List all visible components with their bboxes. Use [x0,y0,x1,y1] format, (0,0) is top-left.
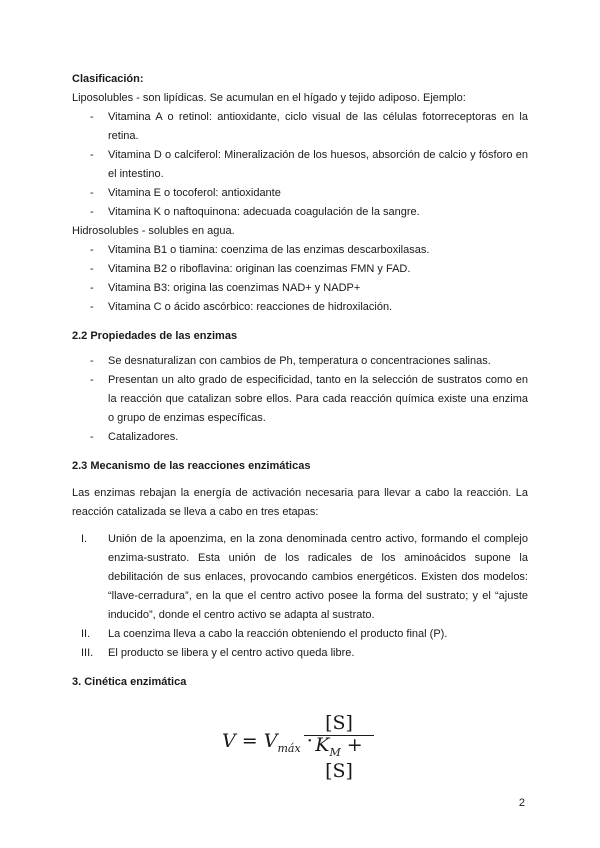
list-item: - Vitamina B3: origina las coenzimas NAD+ y NADP+ [108,279,528,298]
step-number: III. [81,647,94,659]
list-item: - Presentan un alto grado de especificidad, tanto en la selección de sustratos como en la reacción que catalizan sobre ellos. Para cada reacción química existe una enzima o grupo de enzimas específicas. [108,371,528,428]
formula-numerator: [S] [304,714,374,736]
list-item: - Catalizadores. [108,428,528,447]
list-item: - Vitamina D o calciferol: Mineralización de los huesos, absorción de calcio y fósforo en el intestino. [108,146,528,184]
formula-dot: · [306,730,313,752]
list-item: - Se desnaturalizan con cambios de Ph, temperatura o concentraciones salinas. [108,352,528,371]
page-number: 2 [518,797,525,809]
step-text: La coenzima lleva a cabo la reacción obteniendo el producto final (P). [108,628,448,640]
document-page [72,70,528,782]
formula-fraction [304,714,374,781]
list-item [81,530,528,625]
formula-km-sub: M [329,745,341,759]
formula-plus: + [346,734,363,756]
mecanismo-heading: 2.3 Mecanismo de las reacciones enzimáticas [72,460,311,472]
formula-equals: = [241,730,258,752]
mecanismo-steps [72,530,528,663]
list-item: - Vitamina B2 o riboflavina: originan las coenzimas FMN y FAD. [108,260,528,279]
list-item: - Vitamina A o retinol: antioxidante, ciclo visual de las células fotorreceptoras en la retina. [108,108,528,146]
mecanismo-paragraph: Las enzimas rebajan la energía de activación necesaria para llevar a cabo la reacción. La reacción catalizada se lleva a cabo en tres etapas: [72,487,528,518]
formula-vmax: V [263,730,278,752]
list-item [81,625,528,644]
list-item: - Vitamina B1 o tiamina: coenzima de las enzimas descarboxilasas. [108,241,528,260]
step-number: II. [81,628,91,640]
formula-denominator [304,736,374,781]
formula-vmax-sub: máx [277,741,301,755]
liposolubles-intro: Liposolubles - son lipídicas. Se acumulan en el hígado y tejido adiposo. Ejemplo: [72,92,466,104]
propiedades-heading: 2.2 Propiedades de las enzimas [72,330,238,342]
list-item [81,644,528,663]
liposolubles-list [72,108,528,222]
michaelis-menten-formula [72,712,528,782]
step-text: El producto se libera y el centro activo queda libre. [108,647,355,659]
clasificacion-heading: Clasificación: [72,73,144,85]
formula-v: V [222,730,236,752]
formula-s: [S] [325,759,353,782]
cinetica-heading: 3. Cinética enzimática [72,676,187,688]
list-item: - Vitamina E o tocoferol: antioxidante [108,184,528,203]
hidrosolubles-intro: Hidrosolubles - solubles en agua. [72,225,235,237]
propiedades-list [72,352,528,447]
step-number: I. [81,533,88,545]
hidrosolubles-list [72,241,528,317]
list-item: - Vitamina C o ácido ascórbico: reacciones de hidroxilación. [108,298,528,317]
formula-km: K [315,734,330,756]
step-text: Unión de la apoenzima, en la zona denominada centro activo, formando el complejo enzima-sustrato. Esta unión de los radicales de los aminoácidos supone la debilitación de sus enlaces, provocando cambios energéticos. Existen dos modelos: “llave-cerradura”, en la que el centro activo posee la forma del sustrato; y el “ajuste inducido”, donde el centro activo se adapta al sustrato. [108,533,528,621]
list-item: - Vitamina K o naftoquinona: adecuada coagulación de la sangre. [108,203,528,222]
